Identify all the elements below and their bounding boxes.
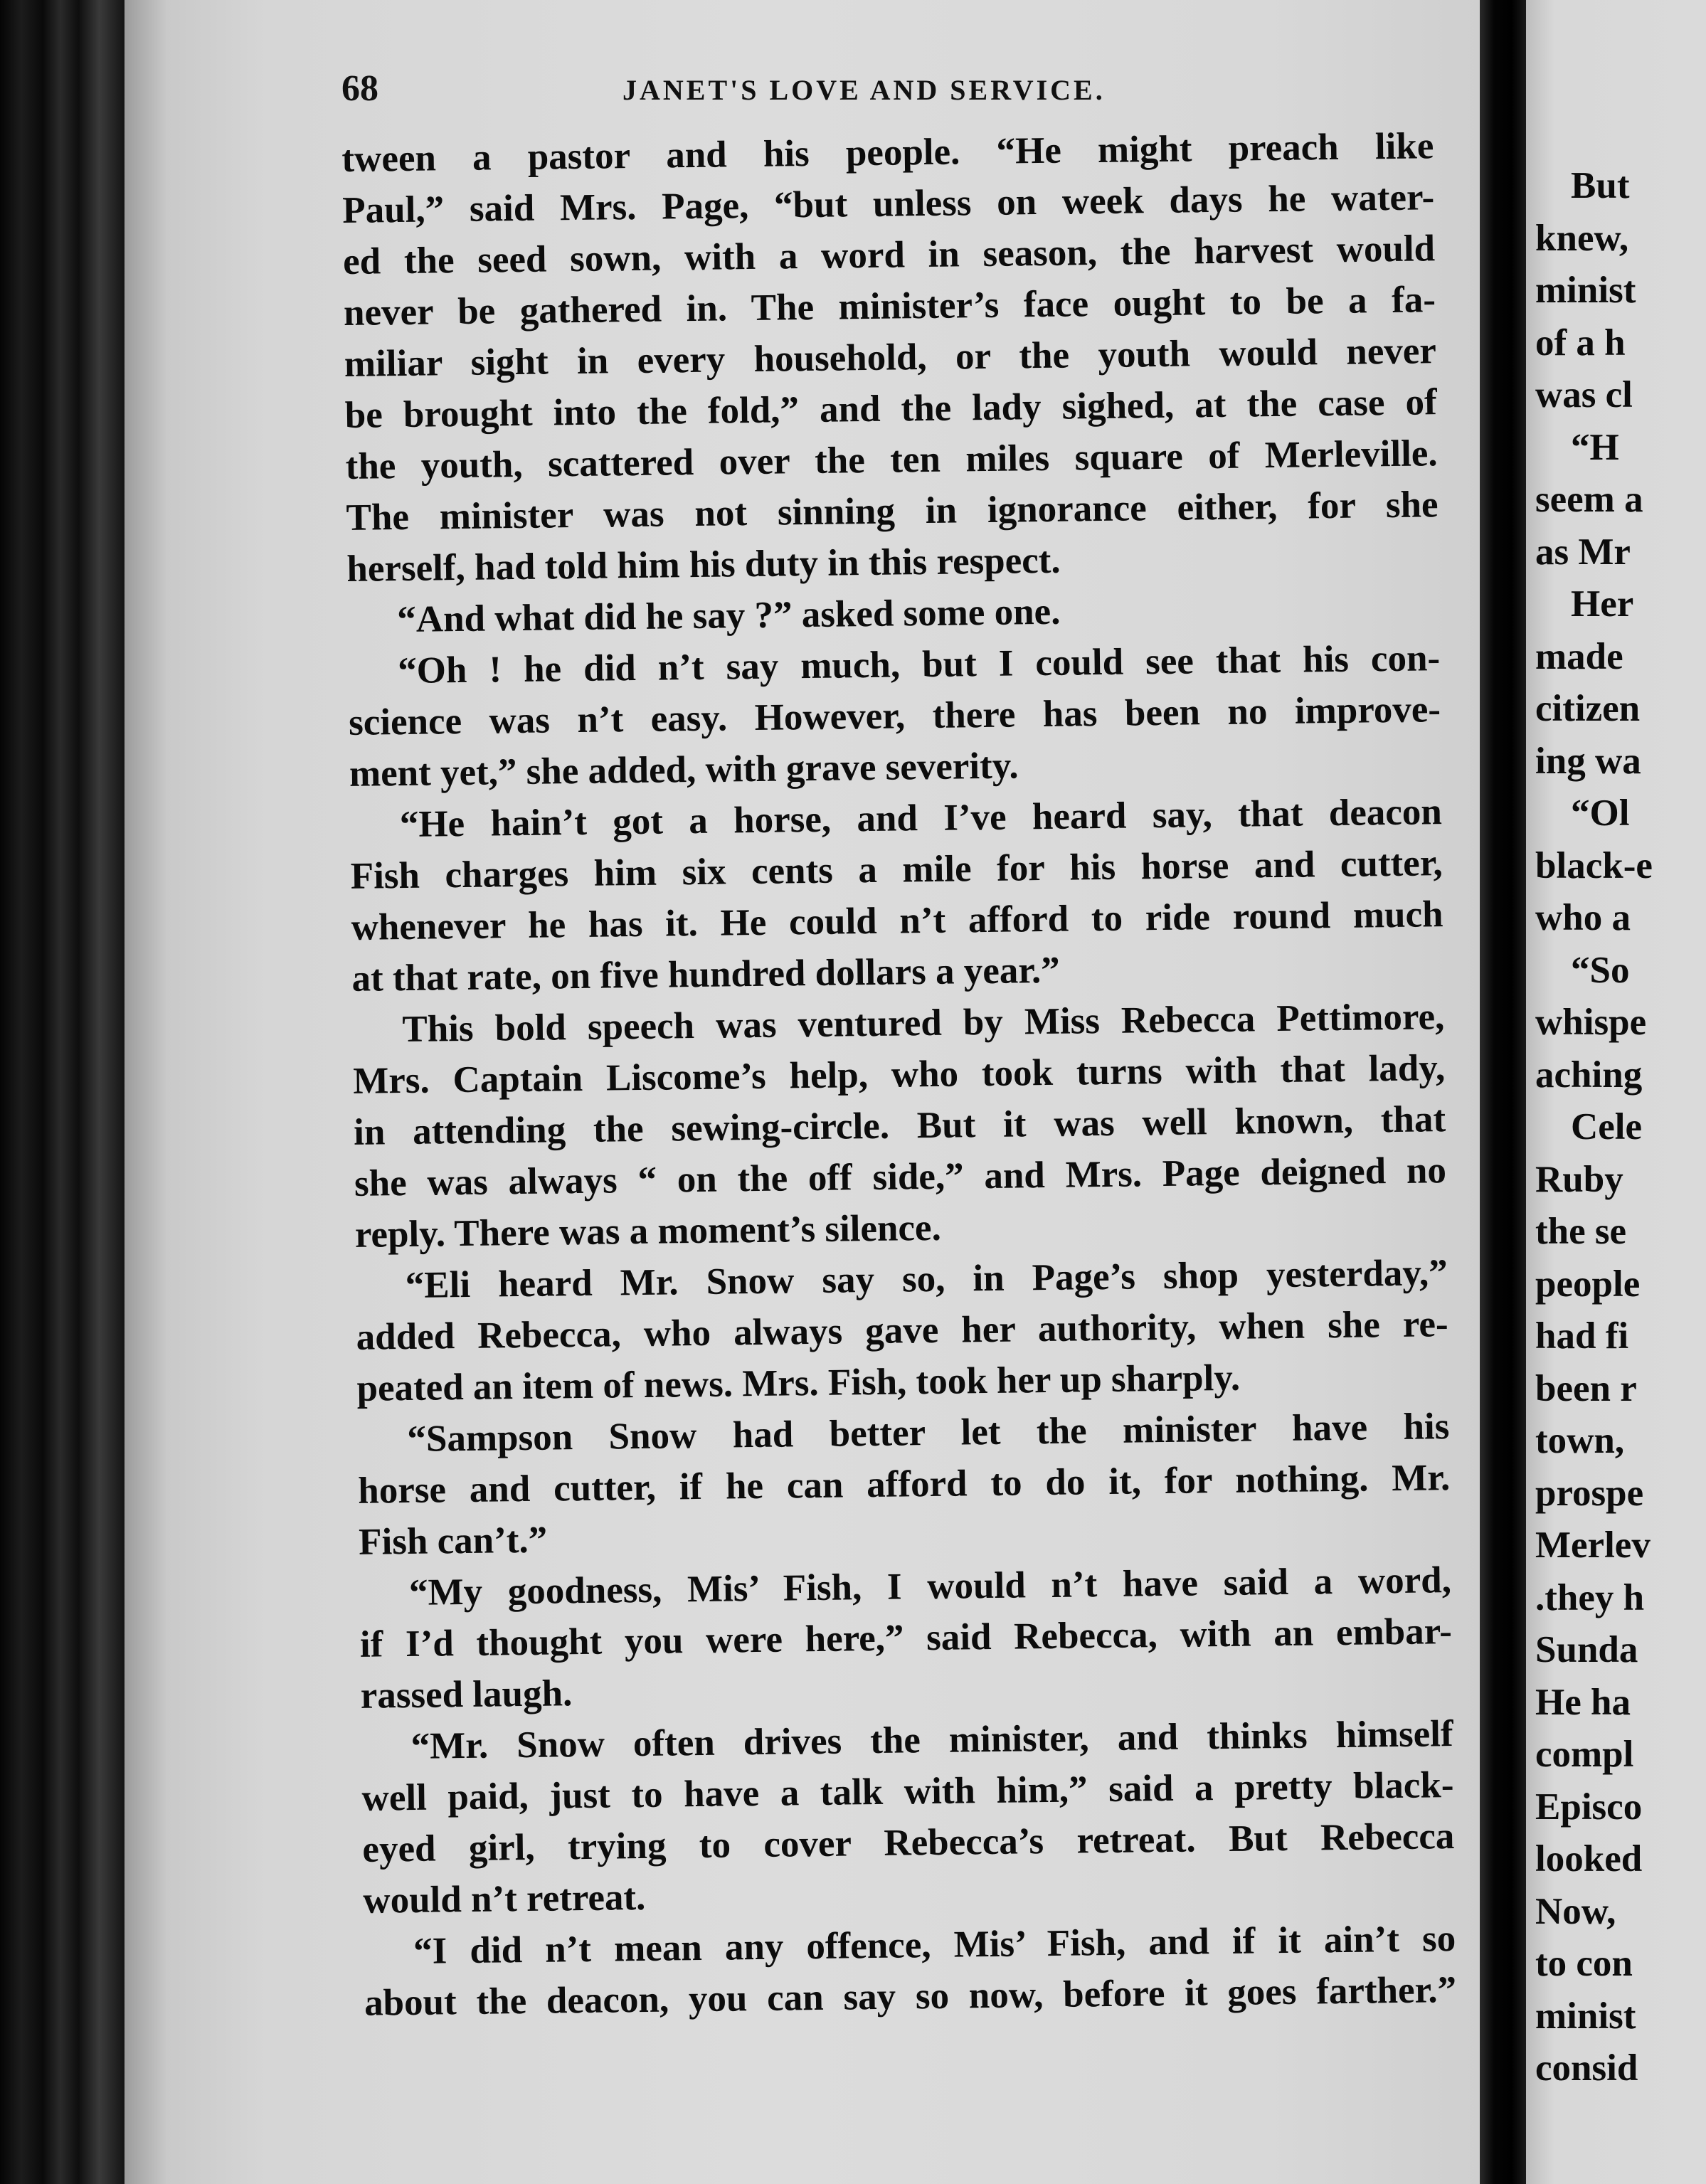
text-line: Fish charges him six cents a mile for his horse and cutter, bbox=[350, 842, 1443, 897]
right-page-line-fragment: to con bbox=[1535, 1943, 1633, 1984]
right-page-line-fragment: been r bbox=[1535, 1367, 1637, 1409]
right-page-line-fragment: was cl bbox=[1535, 374, 1633, 415]
right-page-line-fragment: whispe bbox=[1535, 1002, 1647, 1043]
right-page-line-fragment: Cele bbox=[1571, 1106, 1643, 1147]
page-number: 68 bbox=[341, 68, 378, 109]
text-line: “My goodness, Mis’ Fish, I would n’t have said a word, bbox=[408, 1559, 1452, 1613]
running-head: JANET'S LOVE AND SERVICE. bbox=[622, 74, 1106, 106]
right-page-line-fragment: Merlev bbox=[1535, 1525, 1651, 1566]
text-line: eyed girl, trying to cover Rebecca’s retreat. But Rebecca bbox=[362, 1815, 1455, 1870]
text-line: tween a pastor and his people. “He might preach like bbox=[341, 125, 1434, 180]
right-page-line-fragment: “So bbox=[1571, 949, 1630, 991]
page-header bbox=[341, 68, 1451, 117]
text-line: never be gathered in. The minister’s face ought to be a fa- bbox=[343, 279, 1436, 334]
text-line: miliar sight in every household, or the youth would never bbox=[344, 330, 1437, 385]
text-line: whenever he has it. He could n’t afford to ride round much bbox=[351, 894, 1443, 948]
right-page-fragments bbox=[1535, 160, 1653, 2095]
right-page-line-fragment: black-e bbox=[1535, 844, 1653, 886]
text-line: “Sampson Snow had better let the minister have his bbox=[407, 1406, 1450, 1461]
right-page-line-fragment: people bbox=[1535, 1263, 1641, 1305]
right-page-line-fragment: He ha bbox=[1535, 1681, 1631, 1723]
right-page-line-fragment: looked bbox=[1535, 1838, 1643, 1880]
text-line: science was n’t easy. However, there has been no improve- bbox=[348, 689, 1441, 743]
text-line: “He hain’t got a horse, and I’ve heard say, that deacon bbox=[399, 791, 1443, 846]
right-page-line-fragment: made bbox=[1535, 635, 1623, 677]
right-page-line-fragment: knew, bbox=[1535, 217, 1629, 259]
text-line: at that rate, on five hundred dollars a year.” bbox=[351, 949, 1061, 1000]
right-page-line-fragment: had fi bbox=[1535, 1315, 1629, 1357]
right-page-line-fragment: ing wa bbox=[1535, 740, 1641, 782]
text-line: “And what did he say ?” asked some one. bbox=[396, 590, 1061, 641]
text-line: reply. There was a moment’s silence. bbox=[354, 1207, 942, 1256]
text-line: in attending the sewing-circle. But it was well known, that bbox=[353, 1098, 1446, 1153]
text-line: Fish can’t.” bbox=[358, 1519, 548, 1563]
text-line: Mrs. Captain Liscome’s help, who took turns with that lady, bbox=[352, 1047, 1446, 1102]
text-line: peated an item of news. Mrs. Fish, took her up sharply. bbox=[356, 1357, 1241, 1409]
right-page-line-fragment: consid bbox=[1535, 2047, 1638, 2089]
text-line: well paid, just to have a talk with him,” said a pretty black- bbox=[361, 1764, 1454, 1819]
right-page-line-fragment: .they h bbox=[1535, 1576, 1645, 1618]
text-line: she was always “ on the off side,” and Mrs. Page deigned no bbox=[354, 1150, 1447, 1204]
text-line: “Mr. Snow often drives the minister, and thinks himself bbox=[410, 1713, 1453, 1767]
right-page-line-fragment: compl bbox=[1535, 1734, 1634, 1775]
text-line: the youth, scattered over the ten miles square of Merleville. bbox=[345, 433, 1438, 487]
right-page-line-fragment: Ruby bbox=[1535, 1158, 1623, 1200]
right-page-line-fragment: “H bbox=[1571, 426, 1619, 468]
right-page-line-fragment: minist bbox=[1535, 1995, 1636, 2037]
right-page-line-fragment: Now, bbox=[1535, 1890, 1616, 1932]
right-page-line-fragment: Episco bbox=[1535, 1786, 1643, 1828]
book-spine bbox=[1480, 0, 1526, 2184]
right-page-line-fragment: “Ol bbox=[1571, 793, 1630, 834]
text-line: Paul,” said Mrs. Page, “but unless on week days he water- bbox=[341, 176, 1435, 231]
text-line: would n’t retreat. bbox=[362, 1876, 646, 1921]
right-page-line-fragment: citizen bbox=[1535, 688, 1641, 729]
body-text bbox=[341, 120, 1456, 2029]
right-page-line-fragment: of a h bbox=[1535, 322, 1626, 364]
text-line: herself, had told him his duty in this respect. bbox=[346, 539, 1061, 590]
text-line: ment yet,” she added, with grave severity. bbox=[349, 745, 1019, 795]
right-page-line-fragment: the se bbox=[1535, 1211, 1627, 1252]
right-page-line-fragment: town, bbox=[1535, 1420, 1625, 1461]
right-page-line-fragment: Sunda bbox=[1535, 1629, 1638, 1670]
text-line: be brought into the fold,” and the lady sighed, at the case of bbox=[344, 381, 1438, 436]
right-page-line-fragment: as Mr bbox=[1535, 531, 1631, 573]
right-page-line-fragment: Her bbox=[1571, 583, 1634, 625]
right-page-line-fragment: who a bbox=[1535, 897, 1631, 938]
text-line: if I’d thought you were here,” said Rebecca, with an embar- bbox=[359, 1611, 1453, 1665]
text-line: about the deacon, you can say so now, before it goes farther.” bbox=[364, 1969, 1457, 2024]
text-line: added Rebecca, who always gave her authority, when she re- bbox=[356, 1303, 1448, 1358]
text-line: horse and cutter, if he can afford to do it, for nothing. Mr. bbox=[357, 1457, 1451, 1512]
text-line: “Eli heard Mr. Snow say so, in Page’s shop yesterday,” bbox=[405, 1252, 1448, 1307]
right-page-line-fragment: minist bbox=[1535, 270, 1636, 311]
right-page-line-fragment: prospe bbox=[1535, 1472, 1644, 1514]
right-page-line-fragment: aching bbox=[1535, 1054, 1643, 1096]
text-line: rassed laugh. bbox=[360, 1673, 573, 1717]
right-page-line-fragment: But bbox=[1571, 165, 1630, 206]
text-line: “Oh ! he did n’t say much, but I could see that his con- bbox=[397, 637, 1441, 692]
text-line: The minister was not sinning in ignorance either, for she bbox=[346, 484, 1439, 539]
text-line: This bold speech was ventured by Miss Rebecca Pettimore, bbox=[402, 996, 1445, 1051]
book-binding-gutter bbox=[0, 0, 124, 2184]
right-page-line-fragment: seem a bbox=[1535, 479, 1643, 520]
text-line: ed the seed sown, with a word in season, the harvest would bbox=[342, 228, 1436, 282]
text-line: “I did n’t mean any offence, Mis’ Fish, and if it ain’t so bbox=[413, 1918, 1456, 1972]
